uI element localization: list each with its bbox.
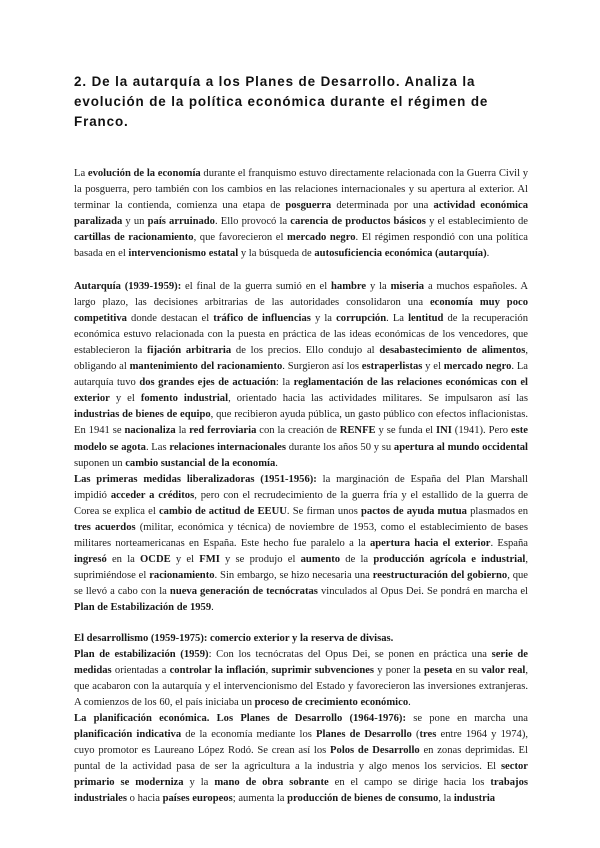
bold-term: cambio de actitud de EEUU (158, 505, 287, 517)
bold-term: Autarquía (1939-1959): (74, 280, 182, 292)
bold-term: cambio sustancial de la economía (125, 457, 276, 469)
bold-term: apertura hacia el exterior (369, 538, 491, 550)
bold-term: actividad económica paralizada (74, 200, 528, 228)
bold-term: pactos de ayuda mutua (361, 505, 467, 517)
bold-term: economía muy poco competitiva (74, 296, 528, 324)
bold-term: posguerra (285, 200, 332, 212)
bold-term: controlar la inflación (169, 664, 266, 676)
bold-term: relaciones internacionales (169, 441, 287, 453)
bold-term: racionamiento (149, 570, 215, 582)
bold-term: trabajos industriales (74, 777, 528, 805)
bold-term: FMI (199, 554, 220, 566)
bold-term: acceder a créditos (110, 489, 195, 501)
paragraph-medidas-liberalizadoras: Las primeras medidas liberalizadoras (1951-1956): la marginación de España del Plan Marshall impidió acceder a créditos, pero con el recrudecimiento de la guerra fría y el estallido de la guerra de Corea se explica el cambio de actitud de EEUU. Se firman unos pactos de ayuda mutua plasmados en tres acuerdos (militar, económica y técnica) de noviembre de 1953, como el establecimiento de bases militares norteamericanas en España. Este hecho fue paralelo a la apertura hacia el exterior. España ingresó en la OCDE y el FMI y se produjo el aumento de la producción agrícola e industrial, suprimiéndose el racionamiento. Sin embargo, se hizo necesaria una reestructuración del gobierno, que se llevó a cabo con la nueva generación de tecnócratas vinculados al Opus Dei. Se pondrá en marcha el Plan de Estabilización de 1959. (74, 473, 529, 614)
bold-term: aumento (300, 554, 341, 566)
bold-term: producción de bienes de consumo (287, 793, 439, 805)
bold-term: mantenimiento del racionamiento (129, 361, 283, 373)
bold-term: industria (453, 793, 496, 805)
paragraph-intro: La evolución de la economía durante el franquismo estuvo directamente relacionada con la Guerra Civil y la posguerra, pero también con los cambios en las relaciones internacionales y su apertura al exterior. Al terminar la contienda, comienza una etapa de posguerra determinada por una actividad económica paralizada y un país arruinado. Ello provocó la carencia de productos básicos y el establecimiento de cartillas de racionamiento, que favorecieron el mercado negro. El régimen respondió con una política basada en el intervencionismo estatal y la búsqueda de autosuficiencia económica (autarquía). (74, 168, 529, 260)
bold-term: lentitud (408, 312, 444, 324)
bold-term: Polos de Desarrollo (330, 745, 420, 757)
bold-term: suprimir subvenciones (271, 664, 375, 676)
bold-term: dos grandes ejes de actuación (139, 377, 276, 389)
bold-term: corrupción (336, 312, 387, 324)
bold-term: fomento industrial (140, 393, 229, 405)
bold-term: tres (419, 729, 437, 741)
bold-term: nueva generación de tecnócratas (169, 586, 318, 598)
bold-term: OCDE (140, 554, 171, 566)
bold-term: tres acuerdos (74, 521, 136, 533)
bold-term: este modelo se agota (74, 425, 528, 453)
bold-term: hambre (331, 280, 367, 292)
bold-term: apertura al mundo occidental (393, 441, 528, 453)
bold-term: evolución de la economía (87, 168, 201, 179)
bold-term: El desarrollismo (1959-1975): comercio exterior y la reserva de divisas. (74, 632, 394, 644)
paragraph-planes-desarrollo: La planificación económica. Los Planes de Desarrollo (1964-1976): se pone en marcha una planificación indicativa de la economía mediante los Planes de Desarrollo (tres entre 1964 y 1974), cuyo promotor es Laureano López Rodó. Se crean así los Polos de Desarrollo en zonas deprimidas. El puntal de la actividad pasa de ser la agricultura a la industria y algo menos los servicios. El sector primario se moderniza y la mano de obra sobrante en el campo se dirige hacia los trabajos industriales o hacia países europeos; aumenta la producción de bienes de consumo, la industria (74, 713, 528, 805)
bold-term: cartillas de racionamiento (74, 232, 194, 244)
bold-term: miseria (390, 280, 425, 292)
bold-term: red ferroviaria (189, 425, 257, 437)
bold-term: proceso de crecimiento económico (254, 696, 409, 708)
paragraph-plan-estabilizacion: Plan de estabilización (1959): Con los tecnócratas del Opus Dei, se ponen en práctica una serie de medidas orientadas a controlar la inflación, suprimir subvenciones y poner la peseta en su valor real, que acabaron con la autarquía y el intervencionismo del Estado y favorecieron las inversiones extranjeras. A comienzos de los 60, el país iniciaba un proceso de crecimiento económico. (74, 648, 528, 708)
paragraph-autarquia: Autarquía (1939-1959): el final de la guerra sumió en el hambre y la miseria a muchos españoles. A largo plazo, las decisiones arbitrarias de las autoridades consolidaron una economía muy poco competitiva donde destacan el tráfico de influencias y la corrupción. La lentitud de la recuperación económica estuvo relacionada con la puesta en práctica de las ideas económicas de los vencedores, que establecieron la fijación arbitraria de los precios. Ello condujo al desabastecimiento de alimentos, obligando al mantenimiento del racionamiento. Surgieron así los estraperlistas y el mercado negro. La autarquía tuvo dos grandes ejes de actuación: la reglamentación de las relaciones económicas con el exterior y el fomento industrial, orientado hacia las actividades militares. Se impulsaron así las industrias de bienes de equipo, que recibieron ayuda pública, un gasto público con efectos inflacionistas. En 1941 se nacionaliza la red ferroviaria con la creación de RENFE y se funda el INI (1941). Pero este modelo se agota. Las relaciones internacionales durante los años 50 y su apertura al mundo occidental suponen un cambio sustancial de la economía. (74, 280, 529, 469)
bold-term: país arruinado (147, 216, 215, 228)
bold-term: sector primario se moderniza (74, 761, 528, 789)
bold-term: tráfico de influencias (213, 312, 311, 324)
bold-term: carencia de productos básicos (290, 216, 426, 228)
bold-term: planificación indicativa (74, 729, 182, 741)
bold-term: peseta (424, 664, 453, 676)
bold-term: producción agrícola e industrial (373, 554, 526, 566)
bold-term: La planificación económica. Los Planes de Desarrollo (1964-1976): (74, 713, 406, 724)
bold-term: reestructuración del gobierno (372, 570, 508, 582)
bold-term: Las primeras medidas liberalizadoras (1951-1956): (74, 473, 317, 485)
bold-term: mercado negro (287, 232, 356, 244)
bold-term: autosuficiencia económica (autarquía) (314, 248, 487, 260)
bold-term: industrias de bienes de equipo (74, 409, 211, 421)
bold-term: nacionaliza (124, 425, 176, 437)
bold-term: Plan de Estabilización de 1959 (74, 602, 212, 614)
bold-term: INI (436, 425, 452, 437)
bold-term: reglamentación de las relaciones económicas con el exterior (74, 377, 528, 405)
bold-term: RENFE (339, 425, 376, 437)
bold-term: fijación arbitraria (147, 344, 232, 356)
bold-term: países europeos (162, 793, 233, 805)
bold-term: estraperlistas (361, 361, 423, 373)
bold-term: mano de obra sobrante (214, 777, 329, 789)
bold-term: mercado negro (443, 361, 512, 373)
heading-desarrollismo (74, 631, 528, 647)
bold-term: Plan de estabilización (1959) (74, 648, 209, 660)
bold-term: intervencionismo estatal (128, 248, 239, 260)
bold-term: valor real (481, 664, 526, 676)
bold-term: serie de medidas (74, 648, 528, 676)
bold-term: Planes de Desarrollo (316, 729, 412, 741)
bold-term: ingresó (74, 554, 107, 566)
bold-term: desabastecimiento de alimentos (379, 344, 526, 356)
document-title: 2. De la autarquía a los Planes de Desarrollo. Analiza la evolución de la política económica durante el régimen de Franco. (74, 74, 489, 129)
